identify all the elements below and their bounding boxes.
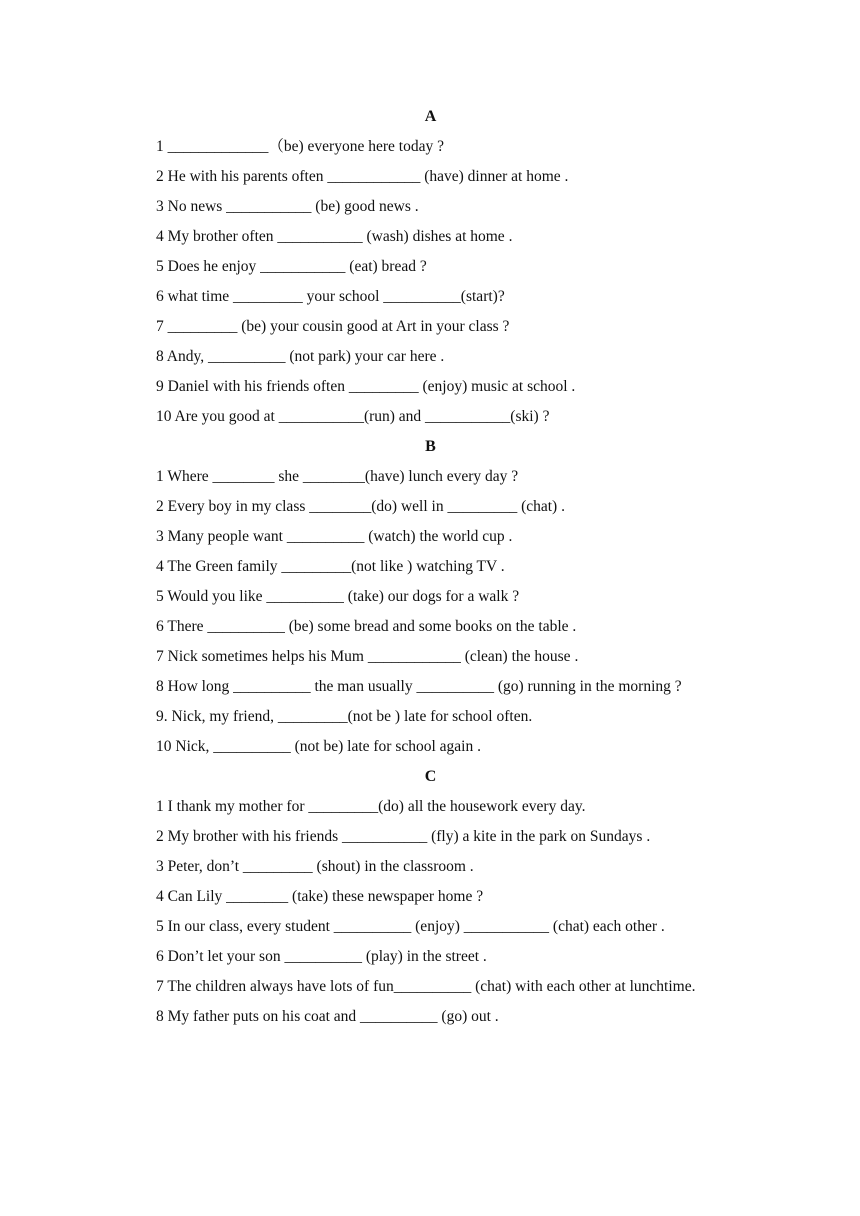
exercise-c-6: 6 Don’t let your son __________ (play) in the street . — [156, 948, 487, 965]
exercise-c-1: 1 I thank my mother for _________(do) all the housework every day. — [156, 798, 586, 815]
exercise-a-5: 5 Does he enjoy ___________ (eat) bread ? — [156, 258, 427, 275]
section-b-title: B — [425, 438, 436, 455]
exercise-c-2: 2 My brother with his friends ___________ (fly) a kite in the park on Sundays . — [156, 828, 651, 845]
exercise-a-4: 4 My brother often ___________ (wash) dishes at home . — [156, 228, 513, 245]
exercise-a-6: 6 what time _________ your school __________(start)? — [156, 288, 505, 305]
section-a-title: A — [424, 108, 437, 125]
exercise-a-1: 1 _____________（be) everyone here today ? — [156, 138, 444, 155]
exercise-b-9: 9. Nick, my friend, _________(not be ) late for school often. — [156, 708, 533, 725]
exercise-a-10: 10 Are you good at ___________(run) and ___________(ski) ? — [156, 408, 550, 425]
exercise-c-3: 3 Peter, don’t _________ (shout) in the classroom . — [156, 858, 474, 875]
worksheet-content — [130, 102, 731, 1032]
exercise-c-8: 8 My father puts on his coat and __________ (go) out . — [156, 1008, 499, 1025]
exercise-b-2: 2 Every boy in my class ________(do) well in _________ (chat) . — [156, 498, 565, 515]
exercise-a-7: 7 _________ (be) your cousin good at Art in your class ? — [156, 318, 510, 335]
exercise-a-8: 8 Andy, __________ (not park) your car here . — [156, 348, 445, 365]
exercise-b-4: 4 The Green family _________(not like ) watching TV . — [156, 558, 505, 575]
section-c-title: C — [424, 768, 437, 785]
exercise-a-9: 9 Daniel with his friends often _________ (enjoy) music at school . — [156, 378, 576, 395]
exercise-b-7: 7 Nick sometimes helps his Mum ____________ (clean) the house . — [156, 648, 579, 665]
exercise-b-6: 6 There __________ (be) some bread and some books on the table . — [156, 618, 577, 635]
exercise-b-5: 5 Would you like __________ (take) our dogs for a walk ? — [156, 588, 520, 605]
exercise-a-2: 2 He with his parents often ____________ (have) dinner at home . — [156, 168, 569, 185]
exercise-a-3: 3 No news ___________ (be) good news . — [156, 198, 419, 215]
exercise-b-8: 8 How long __________ the man usually __________ (go) running in the morning ? — [156, 678, 682, 695]
exercise-c-4: 4 Can Lily ________ (take) these newspaper home ? — [156, 888, 484, 905]
exercise-b-1: 1 Where ________ she ________(have) lunch every day ? — [156, 468, 519, 485]
exercise-c-5: 5 In our class, every student __________ (enjoy) ___________ (chat) each other . — [156, 918, 665, 935]
exercise-c-7: 7 The children always have lots of fun__________ (chat) with each other at lunchtime. — [156, 978, 696, 995]
exercise-b-10: 10 Nick, __________ (not be) late for school again . — [156, 738, 481, 755]
exercise-b-3: 3 Many people want __________ (watch) the world cup . — [156, 528, 513, 545]
